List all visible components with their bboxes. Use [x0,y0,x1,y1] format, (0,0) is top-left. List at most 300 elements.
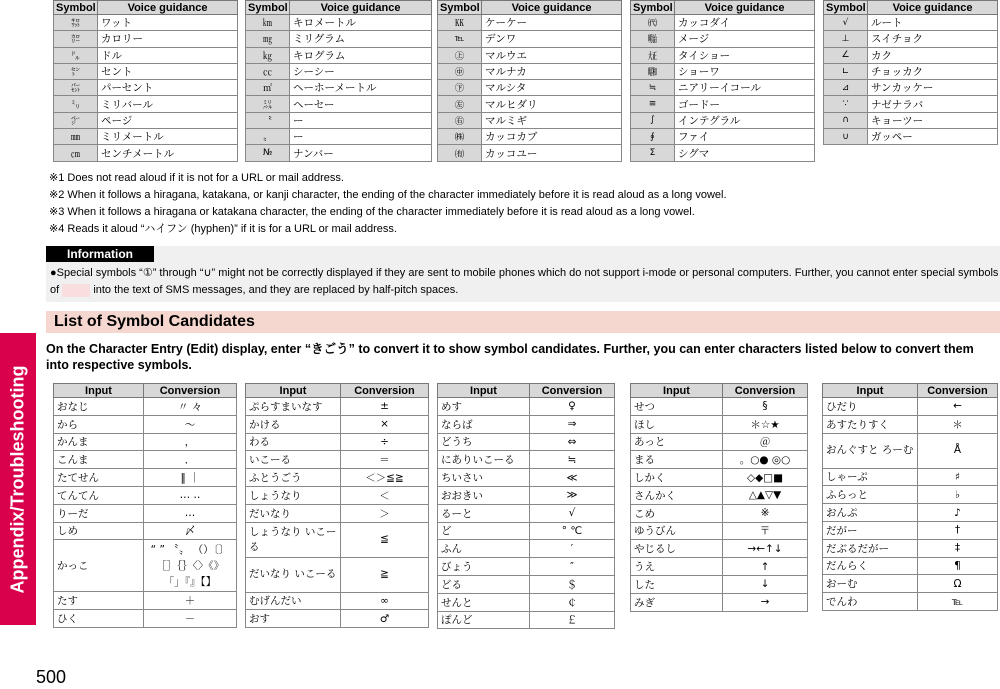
input-cell: ぷらすまいなす [246,398,341,416]
col-header-voice: Voice guidance [98,1,238,15]
symbol-cell: ∫ [631,112,675,128]
conversion-table-5 [822,383,998,611]
input-cell: びょう [438,558,530,576]
voice-cell: ヘーセー [290,96,432,112]
conversion-cell: ＊ [918,415,998,433]
voice-cell: チョッカク [868,63,998,79]
conversion-cell: △▲▽▼ [723,486,808,504]
table-row [54,129,238,145]
table-row [438,540,615,558]
voice-cell: キログラム [290,47,432,63]
table-row [246,398,429,416]
symbol-table-3 [437,0,622,162]
table-row [631,398,808,416]
symbol-cell: 〝 [246,112,290,128]
input-cell: わる [246,433,341,451]
table-row [54,504,237,522]
table-row [54,112,238,128]
input-cell: まる [631,451,723,469]
symbol-table-1 [53,0,238,162]
col-header-voice: Voice guidance [482,1,622,15]
conversion-cell: ≧ [341,557,429,592]
table-row [631,540,808,558]
col-header-input: Input [823,384,918,398]
voice-cell: ヘーホーメートル [290,80,432,96]
voice-cell: ページ [98,112,238,128]
table-row [246,610,429,628]
voice-cell: ゴードー [675,96,815,112]
conversion-cell: … ‥ [144,486,237,504]
symbol-cell: ∪ [824,129,868,145]
symbol-cell: ㌻ [54,112,98,128]
conversion-cell: ＝ [341,451,429,469]
conversion-cell: ◇◆□■ [723,469,808,487]
conversion-cell: 〃 々 [144,398,237,416]
conversion-cell: ♀ [530,398,615,416]
table-row [54,451,237,469]
table-row [823,593,998,611]
conversion-cell: ° ℃ [530,522,615,540]
symbol-cell: ∠ [824,47,868,63]
footnote-4: ※4 Reads it aloud “ハイフン (hyphen)” if it is for a URL or mail address. [49,223,397,235]
input-cell: うえ [631,558,723,576]
symbol-cell: ㎏ [246,47,290,63]
conversion-cell: 〆 [144,522,237,540]
conversion-cell: ＋ [144,592,237,610]
conversion-cell: Å [918,433,998,468]
voice-cell: ー [290,129,432,145]
col-header-conversion: Conversion [723,384,808,398]
table-row [54,63,238,79]
input-cell: あすたりすく [823,415,918,433]
table-row [823,415,998,433]
table-row [824,112,998,128]
table-row [824,31,998,47]
table-row [631,593,808,611]
table-row [246,129,432,145]
symbol-cell: ≡ [631,96,675,112]
conversion-cell: Ω [918,575,998,593]
input-cell: ひく [54,610,144,628]
conversion-cell: ⇔ [530,433,615,451]
input-cell: ど [438,522,530,540]
table-row [631,129,815,145]
conversion-cell: ± [341,398,429,416]
voice-cell: ルート [868,15,998,31]
section-title: List of Symbol Candidates [54,313,255,330]
special-symbol-range-box [62,284,90,297]
information-text-part1: ●Special symbols “①” through “∪” might not be correctly displayed if they are sent to mobile phones which do not support i-mode or personal computers. Further, you cannot enter special symbols of [50,267,999,296]
conversion-cell: ￡ [530,611,615,629]
input-cell: かける [246,415,341,433]
table-row [631,522,808,540]
table-row [54,31,238,47]
table-row [823,557,998,575]
input-cell: ゆうびん [631,522,723,540]
conversion-cell: 〒 [723,522,808,540]
table-row [823,468,998,486]
symbol-cell: ㈲ [438,145,482,161]
input-cell: だんらく [823,557,918,575]
voice-cell: ミリメートル [98,129,238,145]
symbol-cell: ∩ [824,112,868,128]
col-header-conversion: Conversion [341,384,429,398]
table-row [246,592,429,610]
symbol-cell: ㏍ [438,15,482,31]
conversion-cell: ￠ [530,593,615,611]
conversion-cell: ↑ [723,558,808,576]
voice-cell: キロメートル [290,15,432,31]
table-row [438,575,615,593]
voice-cell: ケーケー [482,15,622,31]
symbol-cell: ㍉ [54,96,98,112]
voice-cell: サンカッケー [868,80,998,96]
table-row [246,31,432,47]
conversion-cell: ← [918,398,998,416]
symbol-cell: ⊿ [824,80,868,96]
table-row [438,504,615,522]
footnotes [49,170,727,238]
table-row [631,575,808,593]
symbol-cell: ㊧ [438,96,482,112]
table-row [246,504,429,522]
conversion-table-3 [437,383,615,629]
table-row [438,451,615,469]
input-cell: ふん [438,540,530,558]
symbol-cell: ㍼ [631,63,675,79]
input-cell: から [54,415,144,433]
table-row [54,415,237,433]
table-row [54,96,238,112]
input-cell: どる [438,575,530,593]
input-cell: たてせん [54,469,144,487]
table-row [246,451,429,469]
symbol-cell: ㍾ [631,31,675,47]
symbol-cell: ∮ [631,129,675,145]
col-header-input: Input [246,384,341,398]
table-row [438,63,622,79]
table-row [631,15,815,31]
symbol-cell: ℡ [438,31,482,47]
table-row [246,80,432,96]
input-cell: せんと [438,593,530,611]
symbol-cell: ㌫ [54,80,98,96]
input-cell: かんま [54,433,144,451]
conversion-cell: ※ [723,504,808,522]
input-cell: やじるし [631,540,723,558]
voice-cell: ドル [98,47,238,63]
symbol-cell: Σ [631,145,675,161]
symbol-cell: ㊨ [438,112,482,128]
table-row [54,145,238,161]
table-row [631,433,808,451]
table-row [438,433,615,451]
table-row [54,522,237,540]
input-cell: こめ [631,504,723,522]
input-cell: あっと [631,433,723,451]
input-cell: だいなり [246,504,341,522]
table-row [823,504,998,522]
symbol-cell: ㎝ [54,145,98,161]
conversion-cell: ． [144,451,237,469]
conversion-cell: ～ [144,415,237,433]
voice-cell: パーセント [98,80,238,96]
col-header-symbol: Symbol [246,1,290,15]
input-cell: おおきい [438,486,530,504]
voice-cell: キョーツー [868,112,998,128]
voice-cell: セント [98,63,238,79]
symbol-cell: ㈹ [631,15,675,31]
voice-cell: スイチョク [868,31,998,47]
conversion-cell: ＞ [341,504,429,522]
symbol-cell: ㎜ [54,129,98,145]
conversion-cell: ， [144,433,237,451]
table-row [631,63,815,79]
voice-cell: カロリー [98,31,238,47]
conversion-cell: ↓ [723,575,808,593]
input-cell: めす [438,398,530,416]
side-tab-label: Appendix/Troubleshooting [7,365,28,593]
input-cell: りーだ [54,504,144,522]
table-row [823,486,998,504]
table-row [631,504,808,522]
voice-cell: カッコダイ [675,15,815,31]
input-cell: どうち [438,433,530,451]
conversion-cell: 。○● ◎○ [723,451,808,469]
table-row [438,129,622,145]
voice-cell: ワット [98,15,238,31]
input-cell: せつ [631,398,723,416]
conversion-cell: ＠ [723,433,808,451]
table-row [54,433,237,451]
conversion-table-2 [245,383,429,628]
conversion-cell: ＜ [341,486,429,504]
input-cell: みぎ [631,593,723,611]
col-header-symbol: Symbol [54,1,98,15]
table-row [438,15,622,31]
symbol-cell: ≒ [631,80,675,96]
conversion-cell: → [723,593,808,611]
voice-cell: ミリバール [98,96,238,112]
table-row [54,486,237,504]
table-row [631,558,808,576]
table-row [823,398,998,416]
symbol-cell: ㊤ [438,47,482,63]
input-cell: てんてん [54,486,144,504]
section-header [46,311,1000,333]
footnote-1: ※1 Does not read aloud if it is not for a URL or mail address. [49,172,344,184]
input-cell: した [631,575,723,593]
input-cell: だぶるだがー [823,539,918,557]
input-cell: おーむ [823,575,918,593]
table-row [438,47,622,63]
col-header-input: Input [631,384,723,398]
symbol-cell: ∟ [824,63,868,79]
symbol-cell: ㌍ [54,31,98,47]
table-row [438,96,622,112]
table-row [438,112,622,128]
conversion-table-1 [53,383,237,628]
section-side-tab [0,333,36,625]
symbol-cell: ㊦ [438,80,482,96]
input-cell: おす [246,610,341,628]
voice-cell: タイショー [675,47,815,63]
symbol-cell: ㎞ [246,15,290,31]
table-row [823,433,998,468]
symbol-cell: ㎎ [246,31,290,47]
voice-cell: デンワ [482,31,622,47]
voice-cell: シグマ [675,145,815,161]
table-row [438,415,615,433]
table-row [824,47,998,63]
table-row [824,129,998,145]
conversion-table-4 [630,383,808,612]
table-row [631,47,815,63]
conversion-cell: … [144,504,237,522]
symbol-cell: ㍽ [631,47,675,63]
col-header-conversion: Conversion [530,384,615,398]
input-cell: たす [54,592,144,610]
voice-cell: メージ [675,31,815,47]
conversion-cell: × [341,415,429,433]
voice-cell: ナゼナラバ [868,96,998,112]
input-cell: ちいさい [438,469,530,487]
symbol-cell: ∵ [824,96,868,112]
symbol-table-5 [823,0,998,145]
voice-cell: マルウエ [482,47,622,63]
symbol-cell: ㈱ [438,129,482,145]
conversion-cell: † [918,521,998,539]
table-row [246,522,429,557]
voice-cell: カク [868,47,998,63]
input-cell: しかく [631,469,723,487]
input-cell: ほし [631,415,723,433]
conversion-cell: ⇒ [530,415,615,433]
symbol-cell: √ [824,15,868,31]
table-row [54,540,237,592]
conversion-cell: ＊☆★ [723,415,808,433]
input-cell: おなじ [54,398,144,416]
information-text-part2: into the text of SMS messages, and they are replaced by half-pitch spaces. [93,284,459,296]
input-cell: ふらっと [823,486,918,504]
table-row [824,15,998,31]
conversion-cell: ≒ [530,451,615,469]
input-cell: でんわ [823,593,918,611]
conversion-cell: ♪ [918,504,998,522]
symbol-table-4 [630,0,815,162]
voice-cell: マルヒダリ [482,96,622,112]
input-cell: しゃーぷ [823,468,918,486]
conversion-cell: ♭ [918,486,998,504]
col-header-voice: Voice guidance [290,1,432,15]
table-row [246,415,429,433]
table-row [246,433,429,451]
voice-cell: ナンバー [290,145,432,161]
table-row [246,96,432,112]
conversion-cell: ♂ [341,610,429,628]
footnote-3: ※3 When it follows a hiragana or katakana character, the ending of the character immediately before it is read aloud as a long vowel. [49,206,695,218]
conversion-cell: ‖ ｜ [144,469,237,487]
conversion-cell: ≪ [530,469,615,487]
col-header-voice: Voice guidance [675,1,815,15]
conversion-cell: § [723,398,808,416]
symbol-cell: ⊥ [824,31,868,47]
table-row [823,575,998,593]
table-row [54,80,238,96]
table-row [54,610,237,628]
voice-cell: ショーワ [675,63,815,79]
voice-cell: カッコカブ [482,129,622,145]
conversion-cell: ∞ [341,592,429,610]
table-row [631,80,815,96]
voice-cell: ミリグラム [290,31,432,47]
col-header-symbol: Symbol [631,1,675,15]
table-row [631,96,815,112]
table-row [631,112,815,128]
table-row [438,611,615,629]
conversion-cell: √ [530,504,615,522]
table-row [54,15,238,31]
input-cell: にありいこーる [438,451,530,469]
table-row [246,486,429,504]
input-cell: だがー [823,521,918,539]
conversion-cell: “ ” 〝〟 （）〔〕 ［］｛｝〈〉《》 「」『』【】 [144,540,237,592]
footnote-2: ※2 When it follows a hiragana, katakana, or kanji character, the ending of the character immediately before it is read aloud as a long vowel. [49,189,727,201]
table-row [246,557,429,592]
table-row [438,31,622,47]
symbol-cell: ㍊ [246,96,290,112]
table-row [631,31,815,47]
table-row [246,15,432,31]
voice-cell: カッコユー [482,145,622,161]
input-cell: いこーる [246,451,341,469]
table-row [438,558,615,576]
voice-cell: マルミギ [482,112,622,128]
col-header-conversion: Conversion [144,384,237,398]
voice-cell: マルナカ [482,63,622,79]
table-row [824,96,998,112]
voice-cell: シーシー [290,63,432,79]
table-row [54,47,238,63]
table-row [438,593,615,611]
input-cell: かっこ [54,540,144,592]
table-row [823,521,998,539]
input-cell: しょうなり いこーる [246,522,341,557]
information-text [50,265,1000,299]
input-cell: さんかく [631,486,723,504]
voice-cell: マルシタ [482,80,622,96]
voice-cell: ニアリーイコール [675,80,815,96]
table-row [438,522,615,540]
conversion-cell: ″ [530,558,615,576]
table-row [631,145,815,161]
conversion-cell: ′ [530,540,615,558]
table-row [823,539,998,557]
voice-cell: インテグラル [675,112,815,128]
input-cell: ひだり [823,398,918,416]
conversion-cell: ＄ [530,575,615,593]
conversion-cell: － [144,610,237,628]
input-cell: おんぷ [823,504,918,522]
conversion-cell: →←↑↓ [723,540,808,558]
symbol-cell: ㊥ [438,63,482,79]
input-cell: こんま [54,451,144,469]
table-row [438,469,615,487]
col-header-conversion: Conversion [918,384,998,398]
table-row [631,451,808,469]
col-header-symbol: Symbol [824,1,868,15]
table-row [438,486,615,504]
